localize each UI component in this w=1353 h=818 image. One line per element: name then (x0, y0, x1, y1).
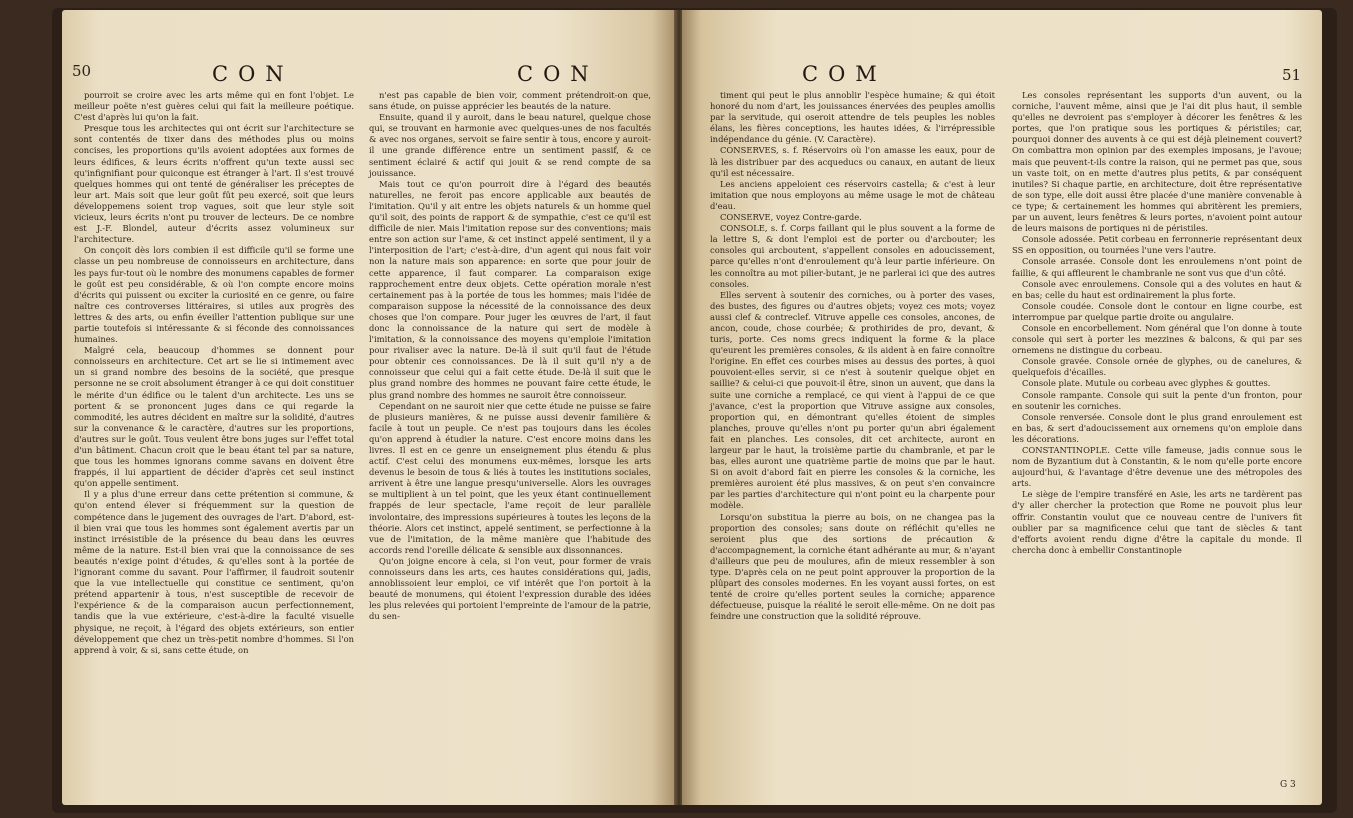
right-page-column-2 (1012, 90, 1302, 556)
paragraph: Console arrasée. Console dont les enroulemens n'ont point de faillie, & qui affleurent le chambranle ne sont vus que d'un côté. (1012, 256, 1302, 278)
paragraph: Console gravée. Console ornée de glyphes, ou de canelures, & quelquefois d'écailles. (1012, 356, 1302, 378)
left-page-column-1 (74, 90, 354, 656)
paragraph: Console renversée. Console dont le plus grand enroulement est en bas, & sert d'adoucissement aux ornemens qu'on emploie dans les décorations. (1012, 411, 1302, 444)
paragraph: Ensuite, quand il y auroit, dans le beau naturel, quelque chose qui, se trouvant en harmonie avec quelques-unes de nos facultés & avec nos organes, servoit se faire sentir à tous, encore y auroit-il une grande différence entre un sentiment passif, & ce sentiment éclairé & actif qui jouit & se rend compte de sa jouissance. (369, 112, 651, 178)
paragraph: CONSTANTINOPLE. Cette ville fameuse, jadis connue sous le nom de Byzantium dut à Constantin, & le nom qu'elle porte encore aujourd'hui, & l'avantage d'être devenue une des métropoles des arts. (1012, 445, 1302, 489)
paragraph: Mais tout ce qu'on pourroit dire à l'égard des beautés naturelles, ne feroit pas encore applicable aux beautés de l'imitation. Qu'il y ait entre les objets naturels & un homme quel qu'il soit, des points de rapport & de sympathie, c'est ce qu'il est difficile de nier. Mais l'imitation repose sur des conventions; mais entre son action sur l'ame, & cet instinct appelé sentiment, il y a l'interposition de l'art; c'est-à-dire, d'un agent qui nous fait voir non la nature mais son apparence: en sorte que pour jouir de cette apparence, il faut comparer. La comparaison exige rapprochement entre deux objets. Cette opération morale n'est certainement pas à la portée de tous les hommes; mais l'idée de comparaison suppose la nécessité de la connoissance des deux choses que l'on compare. Pour juger les œuvres de l'art, il faut donc la connoissance de la nature qui sert de modèle à l'imitation, & la connoissance des moyens qu'emploie l'imitation pour rivaliser avec la nature. De-là il suit qu'il faut de l'étude pour obtenir ces connoissances. De là il suit qu'il n'y a de connoisseur que celui qui a fait cette étude. De-là il suit que le plus grand nombre des hommes ne pouvant faire cette étude, le plus grand nombre des hommes ne sauroit être connoisseur. (369, 178, 651, 400)
running-header-left: CON (212, 62, 294, 86)
paragraph: Console en encorbellement. Nom général que l'on donne à toute console qui sert à porter les mezzines & balcons, & qui par ses ornemens ne distingue du corbeau. (1012, 322, 1302, 356)
paragraph: Malgré cela, beaucoup d'hommes se donnent pour connoisseurs en architecture. Cet art se lie si intimement avec un si grand nombre des besoins de la société, que presque personne ne se croit absolument étranger à ce qui doit constituer le mérite d'un édifice ou le talent d'un architecte. Les uns se portent & se prononcent juges dans ce qui regarde la commodité, les autres décident en maître sur la solidité, d'autres sur la convenance & le caractère, d'autres sur les proportions, d'autres sur le goût. Tous veulent être bons juges sur l'effet total d'un bâtiment. Chacun croit que le beau étant tel par sa nature, que tous les hommes ignorans comme savans en doivent être frappés, il lui appartient de décider d'après cet seul instinct qu'on appelle sentiment. (74, 345, 354, 489)
paragraph: Les anciens appeloient ces réservoirs castella; & c'est à leur imitation que nous employons au même usage le mot de château d'eau. (710, 178, 995, 211)
paragraph: Console avec enroulemens. Console qui a des volutes en haut & en bas; celle du haut est ordinairement la plus forte. (1012, 278, 1302, 300)
page-number-left: 50 (72, 62, 92, 80)
paragraph: Console adossée. Petit corbeau en ferronnerie représentant deux SS en opposition, ou tournées l'une vers l'autre. (1012, 234, 1302, 256)
paragraph: Console coudée. Console dont le contour en ligne courbe, est interrompue par quelque partie droite ou angulaire. (1012, 300, 1302, 322)
paragraph: CONSERVE, voyez Contre-garde. (720, 212, 862, 223)
right-page (682, 10, 1322, 805)
right-page-column-1 (710, 90, 995, 623)
paragraph: Le siège de l'empire transféré en Asie, les arts ne tardèrent pas d'y aller chercher la protection que Rome ne pouvoit plus leur offrir. Constantin voulut que ce nouveau centre de l'univers fit oublier par sa magnificence celui que tant de siècles & tant d'efforts avoient rendu digne d'être la capitale du monde. Il chercha donc à embellir Constantinople (1012, 489, 1302, 555)
paragraph: Les consoles représentant les supports d'un auvent, ou la corniche, l'auvent même, ainsi que je l'ai dit plus haut, il semble qu'elles ne devroient pas s'employer à décorer les fenêtres & les portes, que l'on pratique sous les portiques & péristiles; car, pourquoi donner des auvents à ce qui est déjà pleinement couvert? On combattra mon opinion par des exemples imposans, je l'avoue; mais que peuvent-t-ils contre la raison, qui ne permet pas que, sous un vaste toit, on en mette d'autres plus petits, & par conséquent inutiles? Si chaque partie, en architecture, doit être représentative de son type, elle doit aussi être placée d'une manière convenable à ce type; & certainement les hommes qui abritèrent les premiers, par un auvent, leurs fenêtres & leurs portes, n'avoient point autour de leurs maisons de portiques ni de péristiles. (1012, 90, 1302, 234)
paragraph: CONSOLE, s. f. Corps faillant qui le plus souvent a la forme de la lettre S, & dont l'emploi est de porter ou d'arcbouter; les consoles qui arcboutent, s'appellent consoles en adoucissement, parce qu'elles n'ont d'enroulement qu'à leur partie inférieure. On les connoîtra au mot pilier-butant, je ne parlerai ici que des autres consoles. (710, 223, 995, 289)
paragraph: n'est pas capable de bien voir, comment prétendroit-on que, sans étude, on puisse apprécier les beautés de la nature. (369, 90, 651, 112)
left-page (62, 10, 676, 805)
paragraph: Lorsqu'on substitua la pierre au bois, on ne changea pas la proportion des consoles; sans doute on réfléchit qu'elles ne seroient plus que des sortions de précaution & d'accompagnement, la corniche étant adhérante au mur, & n'ayant d'ailleurs que peu de moulures, afin de mieux ressembler à son type. D'après cela on ne peut point approuver la proportion de la plûpart des consoles modernes. En les voyant aussi fortes, on est tenté de croire qu'elles portent seules la corniche; apparence défectueuse, puisque la réalité le seroit elle-même. On ne doit pas feindre une construction que la solidité réprouve. (710, 511, 995, 622)
paragraph: Console plate. Mutule ou corbeau avec glyphes & gouttes. (1022, 378, 1271, 389)
paragraph: On conçoit dès lors combien il est difficile qu'il se forme une classe un peu nombreuse de connoisseurs en architecture, dans les pays fur-tout où le nombre des monumens capables de former le goût est peu considérable, & où l'on compte encore moins d'écrits qui puissent ou exciter la curiosité en ce genre, ou faire naître ces controverses littéraires, si utiles aux progrès des lettres & des arts, ou enfin éveiller l'attention publique sur une partie toutefois si intéressante & si féconde des connoissances humaines. (74, 245, 354, 345)
paragraph: Presque tous les architectes qui ont écrit sur l'architecture se sont contentés de tixer dans des méthodes plus ou moins concises, les proportions qu'ils avoient adoptées aux formes de leurs édifices, & leurs écrits n'offrent qu'un texte aussi sec qu'infignifiant pour quiconque est étranger à l'art. Il s'est trouvé quelques hommes qui ont tenté de généraliser les préceptes de leur art. Mais soit que leur goût fût peu exercé, soit que leurs développemens soient trop vagues, soit que leur style soit vicieux, leurs écrits n'ont pu trouver de lecteurs. De ce nombre est J.-F. Blondel, auteur d'écrits assez volumineux sur l'architecture. (74, 123, 354, 245)
paragraph: timent qui peut le plus annoblir l'espèce humaine; & qui étoit honoré du nom d'art, les jouissances énervées des peuples amollis par la servitude, qui oseroit attendre de tels peuples les nobles élans, les fières conceptions, les hautes idées, & l'irrépressible indépendance du génie. (V. Caractère). (710, 90, 995, 145)
paragraph: Console rampante. Console qui suit la pente d'un fronton, pour en soutenir les corniches. (1012, 389, 1302, 411)
signature-mark: G 3 (1280, 780, 1296, 790)
paragraph: Il y a plus d'une erreur dans cette prétention si commune, & qu'on entend élever si fréquemment sur la question de compétence dans le jugement des ouvrages de l'art. D'abord, est-il bien vrai que tous les hommes sont également avertis par un instinct irrésistible de la présence du beau dans les œuvres même de la nature. Est-il bien vrai que la connoissance de ses beautés n'exige point d'études, & qu'elles sont à la portée de l'ignorant comme du savant. Pour l'affirmer, il faudroit soutenir que la vue intellectuelle qui constitue ce sentiment, qu'on prétend appartenir à tous, n'est susceptible de recevoir de l'expérience & de la comparaison aucun perfectionnement, tandis que la vue extérieure, c'est-à-dire la faculté visuelle physique, ne reçoit, à l'égard des objets extérieurs, son entier développement que chez un très-petit nombre d'hommes. Si l'on apprend à voir, & si, sans cette étude, on (74, 489, 354, 655)
paragraph: Elles servent à soutenir des corniches, ou à porter des vases, des bustes, des figures ou d'autres objets; voyez ces mots; voyez aussi clef & contreclef. Vitruve appelle ces consoles, ancones, de ancon, coude, chose courbée; & prothirides de pro, devant, & turis, porte. Ces noms grecs indiquent la forme & la place qu'eurent les premières consoles, & ils aident à en faire connoître l'origine. En effet ces courbes mises au dessus des portes, à quoi pouvoient-elles servir, si ce n'est à soutenir quelque objet en saillie? & celui-ci que pouvoit-il être, sinon un auvent, que dans la suite une corniche a remplacé, ce qui vient à l'appui de ce que j'avance, c'est la proportion que Vitruve assigne aux consoles, proportion qui, en démontrant qu'elles étoient de simples planches, prouve qu'elles n'ont pu porter qu'un abri également fait en planches. Les consoles, dit cet architecte, auront en largeur par le haut, la troisième partie du chambranle, et par le bas, elles auront une quatrième partie de moins que par le haut. Si on avoit d'abord fait en pierre les consoles & la corniche, les premières auroient été plus massives, & on peut s'en convaincre par les parties d'architecture qui n'ont point eu la charpente pour modèle. (710, 289, 995, 511)
paragraph: Cependant on ne sauroit nier que cette étude ne puisse se faire de plusieurs manières, & ne puisse aussi devenir familière & facile à tout un peuple. Ce n'est pas toujours dans les écoles qu'on apprend à étudier la nature. C'est encore moins dans les livres. Il est en ce genre un enseignement plus étendu & plus actif. C'est celui des monumens eux-mêmes, lorsque les arts devenus le besoin de tous & liés à toutes les institutions sociales, arrivent à être une langue presqu'universelle. Alors les ouvrages se multiplient à un tel point, que les yeux étant continuellement frappés de leur spectacle, l'ame reçoit de leur parallèle involontaire, des impressions supérieures à toutes les leçons de la théorie. Alors cet instinct, appelé sentiment, se perfectionne à la vue de l'imitation, de la même manière que l'habitude des accords rend l'oreille délicate & sensible aux dissonnances. (369, 400, 651, 555)
page-number-right: 51 (1282, 66, 1302, 84)
paragraph: Qu'on joigne encore à cela, si l'on veut, pour former de vrais connoisseurs dans les arts, ces hautes considérations qui, jadis, annoblissoient leur emploi, ce vif intérêt que l'on portoit à la beauté de monumens, qui étoient l'expression durable des idées les plus relevées qui portoient l'empreinte de l'amour de la patrie, du sen- (369, 555, 651, 622)
running-header-left-col2: CON (517, 62, 599, 86)
paragraph: pourroit se croire avec les arts même qui en font l'objet. Le meilleur poëte n'est guères celui qui fait la meilleure poétique. C'est d'après lui qu'on la fait. (74, 90, 354, 123)
running-header-right: COM (802, 62, 887, 86)
paragraph: CONSERVES, s. f. Réservoirs où l'on amasse les eaux, pour de là les distribuer par des acqueducs ou canaux, en autant de lieux qu'il est nécessaire. (710, 145, 995, 178)
left-page-column-2 (369, 90, 651, 623)
